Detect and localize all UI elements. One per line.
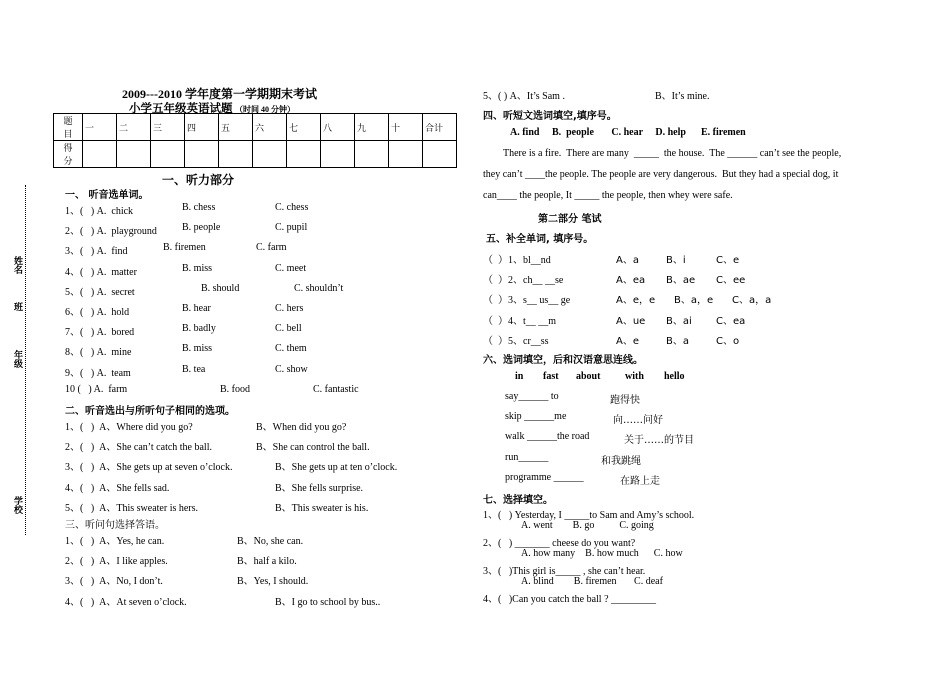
sec5-q1-col2: B、i — [666, 255, 686, 266]
score-cell[interactable] — [389, 141, 423, 168]
sec2-q2-b: B、She can control the ball. — [256, 442, 370, 454]
sec3-item5-a: 5、( ) A、It’s Sam . — [483, 91, 565, 102]
sec2-q5-a: 5、( ) A、This sweater is hers. — [65, 502, 199, 514]
section2-title: 二、听音选出与所听句子相同的选项。 — [65, 406, 235, 417]
sec5-q4-col2: B、ai — [666, 315, 692, 327]
side-label-grade: 年级 — [14, 351, 24, 370]
sec7-q3-options: A. blind B. firemen C. deaf — [521, 576, 663, 587]
row-label-score: 得 分 — [54, 141, 83, 168]
side-label-school: 学校 — [14, 497, 24, 516]
sec6-meaning-4: 和我跳绳 — [601, 455, 641, 467]
sec5-q1-col1: A、a — [616, 255, 639, 266]
section7-title: 七、选择填空。 — [483, 495, 553, 506]
sec5-q2-col0: （ ）2、ch__ __se — [483, 275, 564, 287]
sec5-q4-col1: A、ue — [616, 315, 646, 327]
sec7-q2-options: A. how many B. how much C. how — [521, 548, 683, 559]
sec5-q5-col3: C、o — [716, 335, 740, 347]
sec3-q4-a: 4、( ) A、At seven o’clock. — [65, 596, 187, 608]
sec1-q6-opt2: C. hers — [275, 303, 304, 314]
sec2-q4-a: 4、( ) A、She fells sad. — [65, 482, 170, 494]
subtitle-text: 小学五年级英语试题 — [129, 103, 233, 115]
part1-title: 一、听力部分 — [162, 173, 235, 187]
side-label-class: 班 — [14, 303, 24, 313]
sec6-phrase-3: walk ______the road — [505, 431, 590, 443]
col-4: 四 — [185, 114, 219, 141]
sec1-q5-opt1: B. should — [201, 282, 240, 294]
sec1-q5-opt0: 5、( ) A. secret — [65, 286, 135, 298]
score-cell[interactable] — [185, 141, 219, 168]
section4-line-1: There is a fire. There are many _____ the house. The ______ can’t see the people, — [503, 148, 842, 159]
sec1-q5-opt2: C. shouldn’t — [294, 282, 344, 294]
sec1-q1-opt0: 1、( ) A. chick — [65, 206, 134, 217]
section3-title: 三、听问句选择答语。 — [65, 520, 165, 531]
row-label-items: 题 目 — [54, 114, 83, 141]
score-table-score-row — [54, 141, 457, 168]
sec3-q3-a: 3、( ) A、No, I don’t. — [65, 576, 163, 588]
sec6-phrase-2: skip ______me — [505, 411, 567, 423]
sec3-q2-b: B、half a kilo. — [237, 556, 297, 568]
sec5-q2-col1: A、ea — [616, 275, 646, 287]
sec1-q4-opt0: 4、( ) A. matter — [65, 266, 137, 278]
binding-line — [25, 185, 26, 535]
sec3-item5-b: B、It’s mine. — [655, 91, 710, 102]
sec1-q10-opt1: B. food — [220, 383, 250, 395]
sec5-q5-col0: （ ）5、cr__ss — [483, 335, 549, 347]
sec2-q2-a: 2、( ) A、She can’t catch the ball. — [65, 442, 212, 454]
sec6-phrase-4: run______ — [505, 451, 549, 463]
sec5-q3-col0: （ ）3、s__ us__ ge — [483, 295, 571, 307]
word-fast: fast — [543, 371, 559, 382]
sec1-q3-opt1: B. firemen — [163, 242, 206, 254]
sec1-q7-opt1: B. badly — [182, 323, 216, 335]
time-note: （时间 40 分钟） — [235, 105, 295, 114]
col-9: 九 — [355, 114, 389, 141]
sec5-q1-col3: C、e — [716, 255, 740, 266]
score-cell[interactable] — [321, 141, 355, 168]
section5-title: 五、补全单词, 填序号。 — [486, 234, 594, 245]
score-cell[interactable] — [287, 141, 321, 168]
sec5-q5-col1: A、e — [616, 335, 639, 347]
score-cell[interactable] — [423, 141, 457, 168]
sec1-q9-opt1: B. tea — [182, 363, 206, 375]
score-cell[interactable] — [253, 141, 287, 168]
sec5-q5-col2: B、a — [666, 335, 689, 347]
sec1-q6-opt1: B. hear — [182, 303, 211, 314]
sec1-q1-opt1: B. chess — [182, 202, 216, 213]
sec3-q3-b: B、Yes, I should. — [237, 576, 309, 588]
sec1-q4-opt2: C. meet — [275, 262, 307, 274]
sec1-q9-opt2: C. show — [275, 363, 308, 375]
sec5-q4-col3: C、ea — [716, 315, 746, 327]
score-cell[interactable] — [355, 141, 389, 168]
section4-line-2: they can’t ____the people. The people are very dangerous. But they had a special dog, it — [483, 169, 839, 180]
sec7-q1-options: A. went B. go C. going — [521, 520, 654, 531]
col-3: 三 — [151, 114, 185, 141]
section4-title: 四、听短文选词填空,填序号。 — [483, 111, 617, 122]
col-7: 七 — [287, 114, 321, 141]
score-table-header-row — [54, 114, 457, 141]
sec6-meaning-2: 向……问好 — [613, 415, 663, 427]
sec2-q3-a: 3、( ) A、She gets up at seven o’clock. — [65, 462, 233, 474]
sec1-q8-opt2: C. them — [275, 343, 307, 355]
sec1-q7-opt2: C. bell — [275, 323, 302, 335]
sec2-q4-b: B、She fells surprise. — [275, 482, 364, 494]
score-cell[interactable] — [83, 141, 117, 168]
col-6: 六 — [253, 114, 287, 141]
sec7-q1: 1、( ) Yesterday, I _____to Sam and Amy’s school. — [483, 510, 695, 521]
sec1-q2-opt2: C. pupil — [275, 222, 308, 234]
sec3-q1-b: B、No, she can. — [237, 536, 304, 547]
sec5-q3-col1: A、e，e — [616, 295, 656, 307]
word-hello: hello — [664, 371, 685, 382]
word-about: about — [576, 371, 601, 382]
sec5-q3-col2: B、a，e — [674, 295, 714, 307]
exam-title: 2009---2010 学年度第一学期期末考试 — [122, 87, 317, 101]
sec2-q5-b: B、This sweater is his. — [275, 502, 369, 514]
col-10: 十 — [389, 114, 423, 141]
sec1-q8-opt1: B. miss — [182, 343, 213, 355]
sec1-q9-opt0: 9、( ) A. team — [65, 367, 131, 379]
col-8: 八 — [321, 114, 355, 141]
part2-title: 第二部分 笔试 — [538, 214, 602, 225]
sec6-phrase-5: programme ______ — [505, 471, 584, 483]
sec2-q3-b: B、She gets up at ten o’clock. — [275, 462, 398, 474]
sec5-q2-col3: C、ee — [716, 275, 746, 287]
sec5-q3-col3: C、a，a — [732, 295, 772, 307]
sec5-q4-col0: （ ）4、t__ __m — [483, 315, 557, 327]
sec1-q8-opt0: 8、( ) A. mine — [65, 347, 132, 359]
sec5-q1-col0: （ ）1、bl__nd — [483, 255, 551, 266]
sec5-q2-col2: B、ae — [666, 275, 696, 287]
col-total: 合计 — [423, 114, 457, 141]
section4-line-3: can____ the people, It _____ the people, then whey were safe. — [483, 190, 733, 201]
sec7-q4: 4、( )Can you catch the ball ? _________ — [483, 594, 657, 605]
col-1: 一 — [83, 114, 117, 141]
sec1-q2-opt0: 2、( ) A. playground — [65, 226, 157, 238]
sec6-meaning-1: 跑得快 — [610, 395, 640, 406]
word-in: in — [515, 371, 524, 382]
col-2: 二 — [117, 114, 151, 141]
sec6-meaning-5: 在路上走 — [620, 475, 660, 487]
sec1-q1-opt2: C. chess — [275, 202, 309, 213]
sec6-phrase-1: say______ to — [505, 391, 559, 402]
score-cell[interactable] — [219, 141, 253, 168]
sec6-meaning-3: 关于……的节目 — [624, 435, 694, 447]
word-with: with — [625, 371, 644, 382]
sec3-q4-b: B、I go to school by bus.. — [275, 596, 381, 608]
section4-options: A. find B. people C. hear D. help E. firemen — [510, 127, 746, 138]
section1-title: 一、 听音选单词。 — [65, 190, 149, 201]
sec7-q2: 2、( ) _______ cheese do you want? — [483, 538, 636, 549]
sec2-q1-b: B、When did you go? — [256, 422, 347, 433]
sec1-q10-opt0: 10 ( ) A. farm — [65, 383, 128, 395]
sec1-q6-opt0: 6、( ) A. hold — [65, 307, 130, 318]
col-5: 五 — [219, 114, 253, 141]
score-cell[interactable] — [117, 141, 151, 168]
sec7-q3: 3、( )This girl is_____ , she can’t hear. — [483, 566, 646, 577]
sec2-q1-a: 1、( ) A、Where did you go? — [65, 422, 193, 433]
score-table — [53, 113, 457, 168]
score-cell[interactable] — [151, 141, 185, 168]
sec3-q1-a: 1、( ) A、Yes, he can. — [65, 536, 165, 547]
sec1-q4-opt1: B. miss — [182, 262, 213, 274]
sec1-q2-opt1: B. people — [182, 222, 221, 234]
side-label-name: 姓名 — [14, 257, 24, 276]
sec1-q10-opt2: C. fantastic — [313, 383, 359, 395]
sec1-q7-opt0: 7、( ) A. bored — [65, 327, 135, 339]
sec1-q3-opt0: 3、( ) A. find — [65, 246, 128, 258]
sec1-q3-opt2: C. farm — [256, 242, 287, 254]
section6-title: 六、选词填空，后和汉语意思连线。 — [483, 355, 643, 366]
sec3-q2-a: 2、( ) A、I like apples. — [65, 556, 168, 568]
